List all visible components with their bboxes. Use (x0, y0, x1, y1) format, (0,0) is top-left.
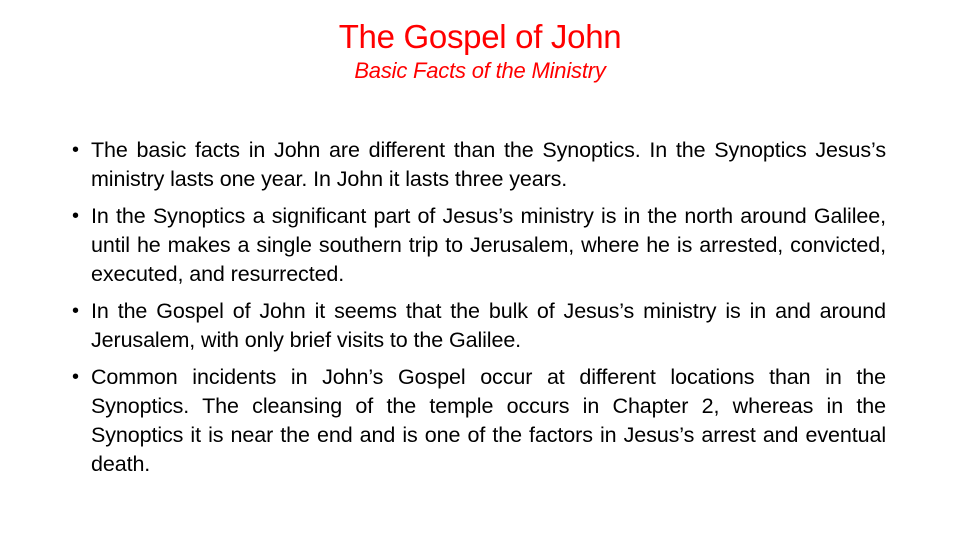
bullet-text: In the Synoptics a significant part of Jesus’s ministry is in the north around Galilee, until he makes a single southern trip to Jerusalem, where he is arrested, convicted, executed, and resurrected. (91, 204, 886, 286)
bullet-item (72, 202, 886, 289)
bullet-text: In the Gospel of John it seems that the bulk of Jesus’s ministry is in and around Jerusalem, with only brief visits to the Galilee. (91, 299, 886, 352)
bullet-text: Common incidents in John’s Gospel occur at different locations than in the Synoptics. The cleansing of the temple occurs in Chapter 2, whereas in the Synoptics it is near the end and is one of the factors in Jesus’s arrest and eventual death. (91, 365, 886, 476)
title-block (0, 17, 960, 85)
content-area (72, 136, 886, 487)
bullet-icon: • (72, 300, 79, 322)
bullet-item (72, 136, 886, 194)
bullet-item (72, 363, 886, 479)
slide-title: The Gospel of John (338, 18, 622, 55)
bullet-item (72, 297, 886, 355)
bullet-icon: • (72, 366, 79, 388)
bullet-icon: • (72, 139, 79, 161)
bullet-icon: • (72, 205, 79, 227)
bullet-text: The basic facts in John are different than the Synoptics. In the Synoptics Jesus’s ministry lasts one year. In John it lasts three years. (91, 138, 886, 191)
bullet-list (72, 136, 886, 479)
slide-subtitle: Basic Facts of the Ministry (354, 58, 606, 83)
